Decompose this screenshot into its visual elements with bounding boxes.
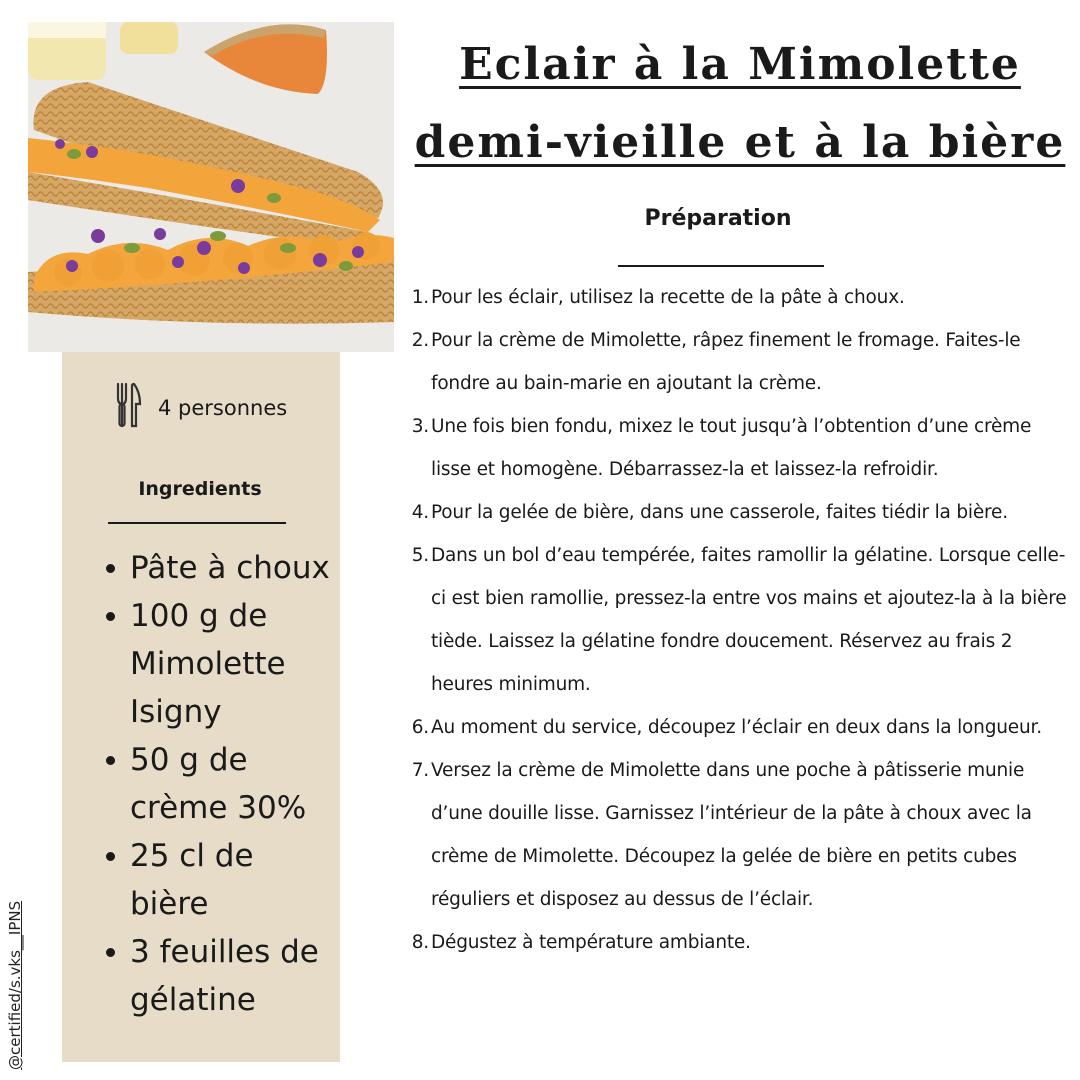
step-item	[404, 405, 1072, 491]
step-text: Pour les éclair, utilisez la recette de la pâte à choux.	[431, 287, 905, 308]
step-number: 1.	[411, 287, 429, 308]
ingredients-list	[104, 544, 340, 1024]
step-text: Au moment du service, découpez l’éclair en deux dans la longueur.	[431, 717, 1042, 738]
step-text: Pour la crème de Mimolette, râpez finement le fromage. Faites-le fondre au bain-marie en ajoutant la crème.	[431, 330, 1021, 394]
step-item	[404, 534, 1072, 706]
preparation-divider	[618, 265, 824, 267]
eclair-photo	[28, 22, 394, 352]
step-text: Dégustez à température ambiante.	[431, 932, 751, 953]
preparation-title: Préparation	[644, 206, 792, 231]
recipe-title	[400, 26, 1080, 182]
step-text: Une fois bien fondu, mixez le tout jusqu’à l’obtention d’une crème lisse et homogène. Débarrassez-la et laissez-la refroidir.	[431, 416, 1032, 480]
author-credit[interactable]: @certified/s.vks__IPNS	[6, 900, 24, 1070]
fork-knife-icon	[116, 382, 142, 434]
step-item	[404, 749, 1072, 921]
step-number: 2.	[411, 330, 429, 351]
list-item: 3 feuilles de gélatine	[104, 928, 340, 1024]
step-item	[404, 706, 1072, 749]
servings-label: 4 personnes	[158, 396, 288, 420]
step-number: 8.	[411, 932, 429, 953]
list-item: 100 g de Mimolette Isigny	[104, 592, 340, 736]
step-number: 7.	[411, 760, 429, 781]
step-item	[404, 319, 1072, 405]
step-text: Dans un bol d’eau tempérée, faites ramollir la gélatine. Lorsque celle-ci est bien ramollie, pressez-la entre vos mains et ajoutez-la à la bière tiède. Laissez la gélatine fondre doucement. Réservez au frais 2 heures minimum.	[431, 545, 1067, 695]
step-item	[404, 491, 1072, 534]
ingredients-divider	[108, 522, 286, 524]
recipe-title-line-1: Eclair à la Mimolette	[459, 39, 1021, 90]
step-item	[404, 276, 1072, 319]
step-number: 3.	[411, 416, 429, 437]
step-text: Versez la crème de Mimolette dans une poche à pâtisserie munie d’une douille lisse. Garnissez l’intérieur de la pâte à choux avec la crème de Mimolette. Découpez la gelée de bière en petits cubes réguliers et disposez au dessus de l’éclair.	[431, 760, 1032, 910]
step-number: 5.	[411, 545, 429, 566]
servings	[116, 382, 287, 434]
preparation-steps	[404, 276, 1072, 964]
step-number: 4.	[411, 502, 429, 523]
list-item: Pâte à choux	[104, 544, 340, 592]
step-number: 6.	[411, 717, 429, 738]
list-item: 25 cl de bière	[104, 832, 340, 928]
step-item	[404, 921, 1072, 964]
step-text: Pour la gelée de bière, dans une casserole, faites tiédir la bière.	[431, 502, 1008, 523]
ingredients-title: Ingredients	[138, 478, 262, 500]
recipe-title-line-2: demi-vieille et à la bière	[414, 117, 1066, 168]
list-item: 50 g de crème 30%	[104, 736, 340, 832]
